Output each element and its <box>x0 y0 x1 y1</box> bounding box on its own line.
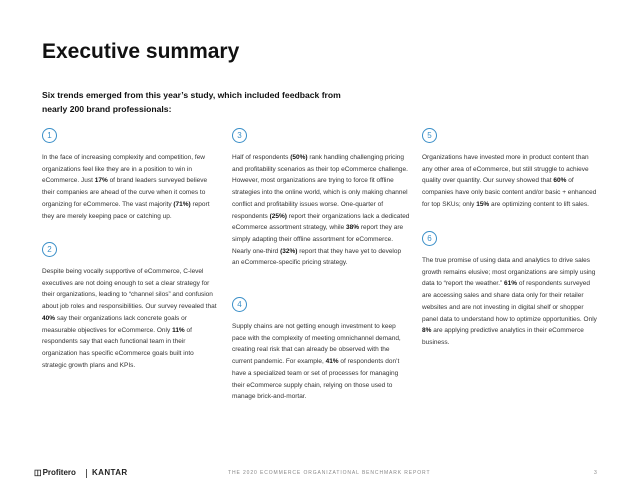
trend-text: Despite being vocally supportive of eCommerce, C-level executives are not doing enough to set a clear strategy for their organizations, leading to “channel silos” and confusion about job roles and responsibilities. Our survey revealed that 40% say their organizations lack concrete goals or measurable objectives for eCommerce. Only 11% of respondents say that each functional team in their organization has specific eCommerce goals built into strategic growth plans and KPIs. <box>42 268 217 369</box>
highlight-stat: 38% <box>346 224 360 232</box>
highlight-stat: (25%) <box>269 212 287 220</box>
profitero-logo-icon: ◫ <box>34 468 42 477</box>
trend-number-badge: 5 <box>422 128 437 143</box>
trend-text: The true promise of using data and analytics to drive sales growth remains elusive; most organizations are simply using data to “report the weather.” 61% of respondents surveyed are accessing sales and share data only for their retailer websites and are not investing in digital shelf or shopper panel data to understand how to optimize opportunities. Only 8% are applying predictive analytics in their eCommerce business. <box>422 257 597 346</box>
highlight-stat: 61% <box>504 280 518 288</box>
page-footer <box>0 468 640 480</box>
trend-text: Organizations have invested more in product content than any other area of eCommerce, but still struggle to achieve quality over quantity. Our survey showed that 60% of companies have only basic content and/or basic + enhanced for top SKUs; only 15% are optimizing content to lift sales. <box>422 154 597 208</box>
highlight-stat: 8% <box>422 327 432 335</box>
trend-text: In the face of increasing complexity and competition, few organizations feel like they are in a position to win in eCommerce. Just 17% of brand leaders surveyed believe their companies are ahead of the curve when it comes to organizing for eCommerce. The vast majority (71%) report they are merely keeping pace or catching up. <box>42 154 210 220</box>
trend-number-badge: 3 <box>232 128 247 143</box>
trend-section-4 <box>232 297 410 403</box>
highlight-stat: (32%) <box>280 247 298 255</box>
highlight-stat: (50%) <box>290 154 308 161</box>
highlight-stat: 60% <box>553 177 567 185</box>
highlight-stat: 17% <box>94 177 108 185</box>
trend-text: Supply chains are not getting enough investment to keep pace with the complexity of meeting omnichannel demand, creating real risk that can already be observed with the current pandemic. For example, 41% of respondents don’t have a specialized team or set of processes for managing their eCommerce supply chain, relying on those used to manage brick-and-mortar. <box>232 323 401 401</box>
highlight-stat: 11% <box>172 326 185 334</box>
kantar-logo: KANTAR <box>92 468 128 477</box>
logo-divider <box>86 469 87 478</box>
trend-section-2 <box>42 242 220 371</box>
trend-section-1 <box>42 128 220 222</box>
profitero-logo-text: Profitero <box>42 468 76 477</box>
highlight-stat: (71%) <box>173 200 191 208</box>
trend-section-3 <box>232 128 410 269</box>
page-title: Executive summary <box>42 40 240 63</box>
trend-section-6 <box>422 231 600 349</box>
trend-number-badge: 4 <box>232 297 247 312</box>
trend-number-badge: 1 <box>42 128 57 143</box>
trend-section-5 <box>422 128 600 211</box>
report-title: THE 2020 ECOMMERCE ORGANIZATIONAL BENCHMARK REPORT <box>228 470 431 476</box>
highlight-stat: 41% <box>325 358 339 366</box>
intro-text: Six trends emerged from this year’s study, which included feedback from nearly 200 brand professionals: <box>42 90 341 114</box>
trend-text: Half of respondents (50%) rank handling challenging pricing and profitability scenarios as their top eCommerce challenge. However, most organizations are trying to force fit offline strategies into the online world, which is only making channel conflict and profitability issues worse. One-quarter of respondents (25%) report their organizations lack a dedicated eCommerce assortment strategy, while 38% report they are simply adapting their offline assortment for eCommerce. Nearly one-third (32%) report that they have yet to develop an eCommerce-specific pricing strategy. <box>232 154 410 267</box>
profitero-logo <box>34 468 76 477</box>
trend-number-badge: 2 <box>42 242 57 257</box>
highlight-stat: 15% <box>476 200 490 208</box>
page-number: 3 <box>594 470 597 476</box>
trend-number-badge: 6 <box>422 231 437 246</box>
highlight-stat: 40% <box>42 314 56 322</box>
